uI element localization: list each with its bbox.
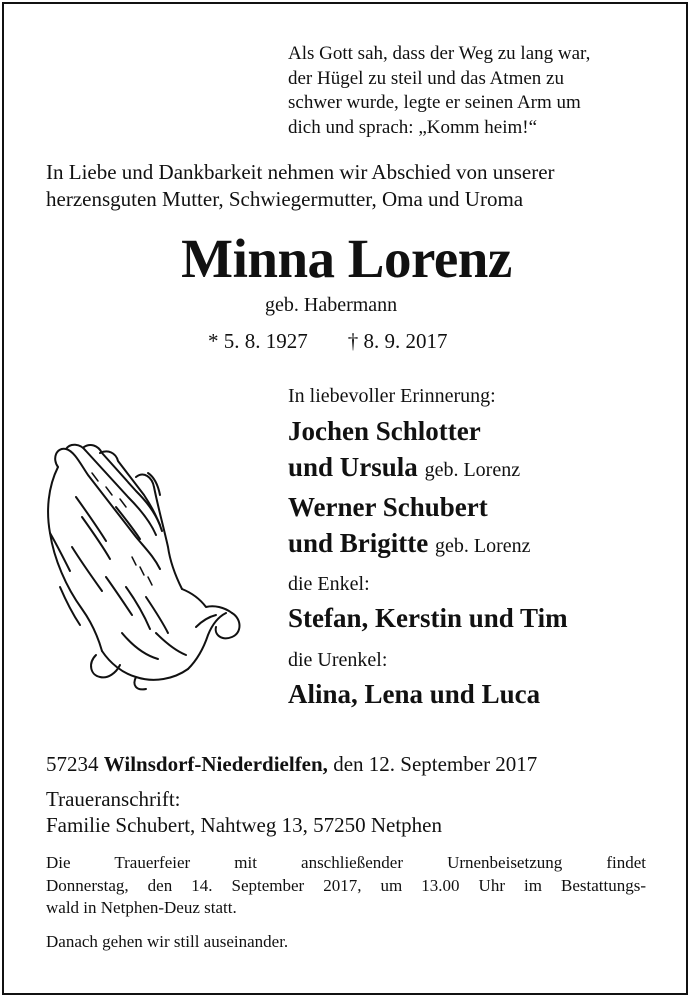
memory-label: In liebevoller Erinnerung: (288, 385, 496, 407)
intro-line: In Liebe und Dankbarkeit nehmen wir Abschied von unserer (46, 160, 555, 184)
maiden-name: geb. Lorenz (424, 459, 521, 481)
mourning-address (46, 786, 666, 838)
notice-line: Die Trauerfeier mit anschließender Urnenbeisetzung findet (46, 853, 646, 872)
intro-text (46, 159, 666, 213)
closing-line: Danach gehen wir still auseinander. (46, 932, 289, 951)
poem-line: der Hügel zu steil und das Atmen zu (288, 67, 564, 89)
poem (288, 42, 648, 140)
birth-name: geb. Habermann (265, 294, 398, 316)
place-date (46, 752, 537, 777)
mourner-name: Jochen Schlotter (288, 416, 481, 446)
mourner-partner: und Ursula (288, 452, 418, 482)
death-date: † 8. 9. 2017 (347, 329, 448, 353)
address-label: Traueranschrift: (46, 787, 181, 811)
date: den 12. September 2017 (333, 752, 538, 776)
great-grandchildren-names: Alina, Lena und Luca (288, 679, 541, 709)
mourner-name: Werner Schubert (288, 492, 488, 522)
funeral-notice (46, 852, 646, 920)
praying-hands-icon (36, 437, 246, 692)
maiden-name: geb. Lorenz (435, 535, 531, 557)
mourner-partner: und Brigitte (288, 528, 429, 558)
grandchildren-names: Stefan, Kerstin und Tim (288, 603, 568, 633)
poem-line: Als Gott sah, dass der Weg zu lang war, (288, 43, 591, 64)
birth-date: * 5. 8. 1927 (208, 329, 308, 353)
deceased-name: Minna Lorenz (181, 228, 512, 289)
life-dates (208, 329, 448, 354)
notice-line: Donnerstag, den 14. September 2017, um 13.00 Uhr im Bestattungs- (46, 875, 646, 895)
intro-line: herzensguten Mutter, Schwiegermutter, Oma und Uroma (46, 187, 524, 211)
mourner-name (288, 452, 520, 483)
address-value: Familie Schubert, Nahtweg 13, 57250 Netphen (46, 813, 443, 837)
notice-line: wald in Netphen-Deuz statt. (46, 898, 237, 917)
poem-line: schwer wurde, legte er seinen Arm um (288, 92, 581, 113)
town: Wilnsdorf-Niederdielfen, (103, 752, 328, 776)
great-grandchildren-label: die Urenkel: (288, 649, 388, 671)
grandchildren-label: die Enkel: (288, 573, 370, 595)
poem-line: dich und sprach: „Komm heim!“ (288, 116, 538, 138)
mourner-name (288, 528, 531, 559)
zip-code: 57234 (46, 752, 99, 776)
